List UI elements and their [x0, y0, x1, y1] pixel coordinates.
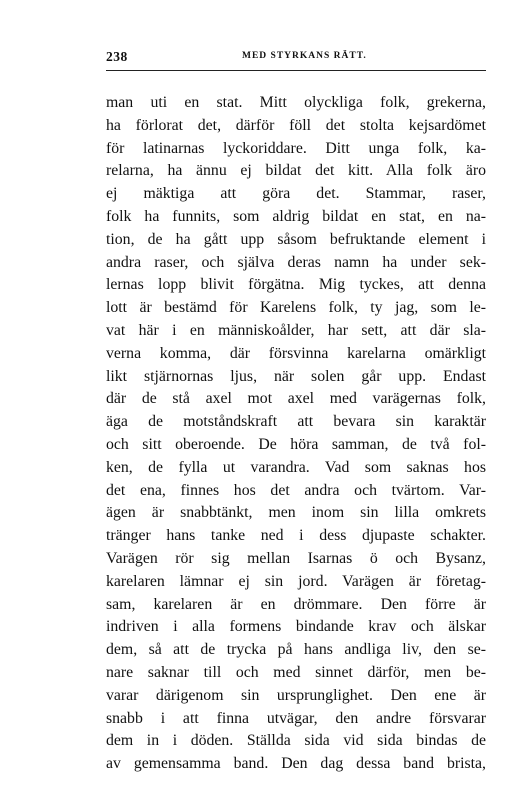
- text-line: snabb i att finna utvägar, den andre försvarar: [106, 709, 486, 727]
- text-line: tion, de ha gått upp såsom befruktande element i: [106, 230, 486, 248]
- text-line: där de stå axel mot axel med varägernas folk,: [106, 390, 486, 408]
- text-line: varar därigenom sin ursprunglighet. Den ene är: [106, 686, 486, 704]
- text-line: relarna, ha ännu ej bildat det kitt. Alla folk äro: [106, 162, 486, 180]
- page-header: [106, 48, 486, 71]
- text-line: folk ha funnits, som aldrig bildat en stat, en na-: [106, 207, 486, 225]
- text-line: ej mäktiga att göra det. Stammar, raser,: [106, 185, 486, 203]
- text-line: verna komma, där försvinna karelarna omärkligt: [106, 344, 486, 362]
- body-text: [106, 92, 486, 776]
- text-line: ägen är snabbtänkt, men inom sin lilla omkrets: [106, 504, 486, 522]
- text-line: det ena, finnes hos det andra och tvärtom. Var-: [106, 481, 486, 499]
- running-head: MED STYRKANS RÄTT.: [242, 51, 367, 61]
- text-line: nare saknar till och med sinnet därför, men be-: [106, 663, 486, 681]
- text-line: lernas lopp blivit förgätna. Mig tyckes, att denna: [106, 276, 486, 294]
- text-line: ken, de fylla ut varandra. Vad som saknas hos: [106, 458, 486, 476]
- text-line: tränger hans tanke ned i dess djupaste schakter.: [106, 527, 486, 545]
- text-line: Varägen rör sig mellan Isarnas ö och Bysanz,: [106, 549, 486, 567]
- text-line: man uti en stat. Mitt olyckliga folk, grekerna,: [106, 94, 486, 111]
- text-line: äga de motståndskraft att bevara sin karaktär: [106, 413, 486, 431]
- text-line: ha förlorat det, därför föll det stolta kejsardömet: [106, 116, 486, 134]
- text-line: och sitt oberoende. De höra samman, de två fol-: [106, 435, 486, 453]
- text-line: sam, karelaren är en drömmare. Den förre är: [106, 595, 486, 613]
- text-line: vat här i en människoålder, har sett, att där sla-: [106, 321, 486, 339]
- text-line: lott är bestämd för Karelens folk, ty jag, som le-: [106, 299, 486, 317]
- text-line: indriven i alla formens bindande krav och älskar: [106, 618, 486, 636]
- page-number: 238: [106, 49, 128, 64]
- text-line: av gemensamma band. Den dag dessa band brista,: [106, 755, 486, 773]
- text-line: likt stjärnornas ljus, när solen går upp. Endast: [106, 367, 486, 385]
- text-line: andra raser, och själva deras namn ha under sek-: [106, 253, 486, 271]
- text-line: karelaren lämnar ej sin jord. Varägen är företag-: [106, 572, 486, 590]
- text-line: dem, så att de trycka på hans andliga liv, den se-: [106, 641, 486, 659]
- text-line: för latinarnas lyckoriddare. Ditt unga folk, ka-: [106, 139, 486, 157]
- text-line: dem in i döden. Ställda sida vid sida bindas de: [106, 732, 486, 750]
